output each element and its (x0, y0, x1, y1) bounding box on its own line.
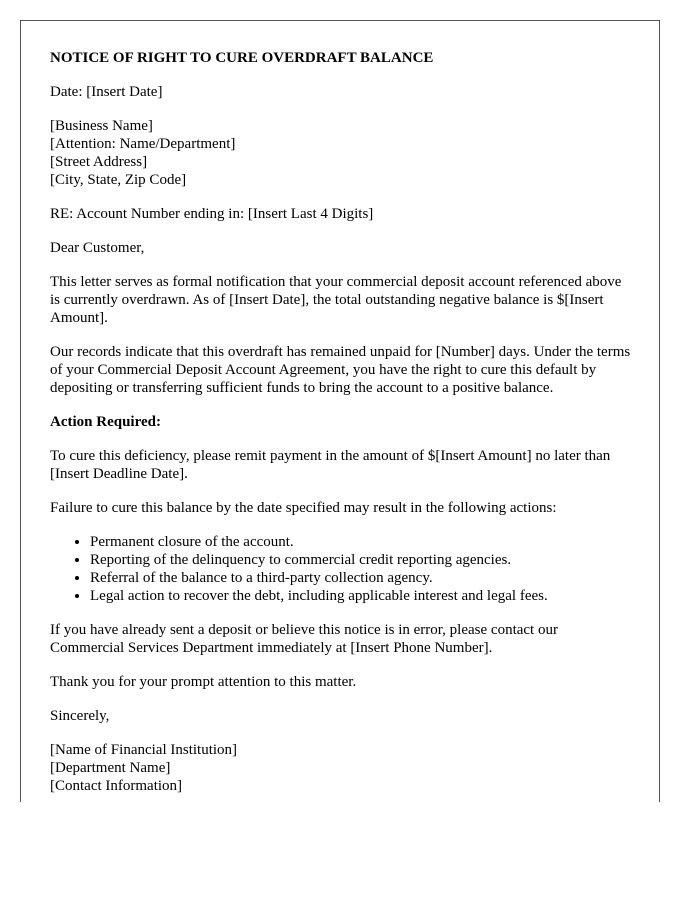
paragraph-notification: This letter serves as formal notification that your commercial deposit account referenced above is currently overdrawn. As of [Insert Date], the total outstanding negative balance is $[Insert Amount]. (50, 274, 622, 326)
letter-title: NOTICE OF RIGHT TO CURE OVERDRAFT BALANCE (50, 50, 434, 66)
recipient-attention: [Attention: Name/Department] (50, 136, 236, 152)
paragraph-contact: If you have already sent a deposit or believe this notice is in error, please contact our Commercial Services Department immediately at [Insert Phone Number]. (50, 622, 558, 656)
recipient-address (50, 117, 635, 189)
paragraph-failure: Failure to cure this balance by the date specified may result in the following actions: (50, 500, 557, 516)
salutation: Dear Customer, (50, 240, 145, 256)
signature-department: [Department Name] (50, 760, 171, 776)
recipient-street: [Street Address] (50, 154, 148, 170)
signature-contact: [Contact Information] (50, 778, 183, 794)
list-item: • Legal action to recover the debt, including applicable interest and legal fees. (90, 587, 635, 605)
paragraph-cure: To cure this deficiency, please remit payment in the amount of $[Insert Amount] no later than [Insert Deadline Date]. (50, 448, 611, 482)
list-item: • Reporting of the delinquency to commercial credit reporting agencies. (90, 551, 635, 569)
signature-institution: [Name of Financial Institution] (50, 742, 238, 758)
list-item: • Permanent closure of the account. (90, 533, 635, 551)
action-required-heading: Action Required: (50, 414, 161, 430)
letter-content (50, 49, 635, 802)
date-line: Date: [Insert Date] (50, 84, 163, 100)
paragraph-thanks: Thank you for your prompt attention to this matter. (50, 674, 357, 690)
letter-page (20, 20, 660, 802)
recipient-city-state-zip: [City, State, Zip Code] (50, 172, 187, 188)
recipient-business-name: [Business Name] (50, 118, 153, 134)
closing: Sincerely, (50, 708, 110, 724)
paragraph-records: Our records indicate that this overdraft has remained unpaid for [Number] days. Under the terms of your Commercial Deposit Account Agreement, you have the right to cure this default by depositing or transferring sufficient funds to bring the account to a positive balance. (50, 344, 631, 396)
list-item: • Referral of the balance to a third-party collection agency. (90, 569, 635, 587)
re-line: RE: Account Number ending in: [Insert Last 4 Digits] (50, 206, 374, 222)
signature-block (50, 741, 635, 795)
consequences-list (50, 533, 635, 605)
